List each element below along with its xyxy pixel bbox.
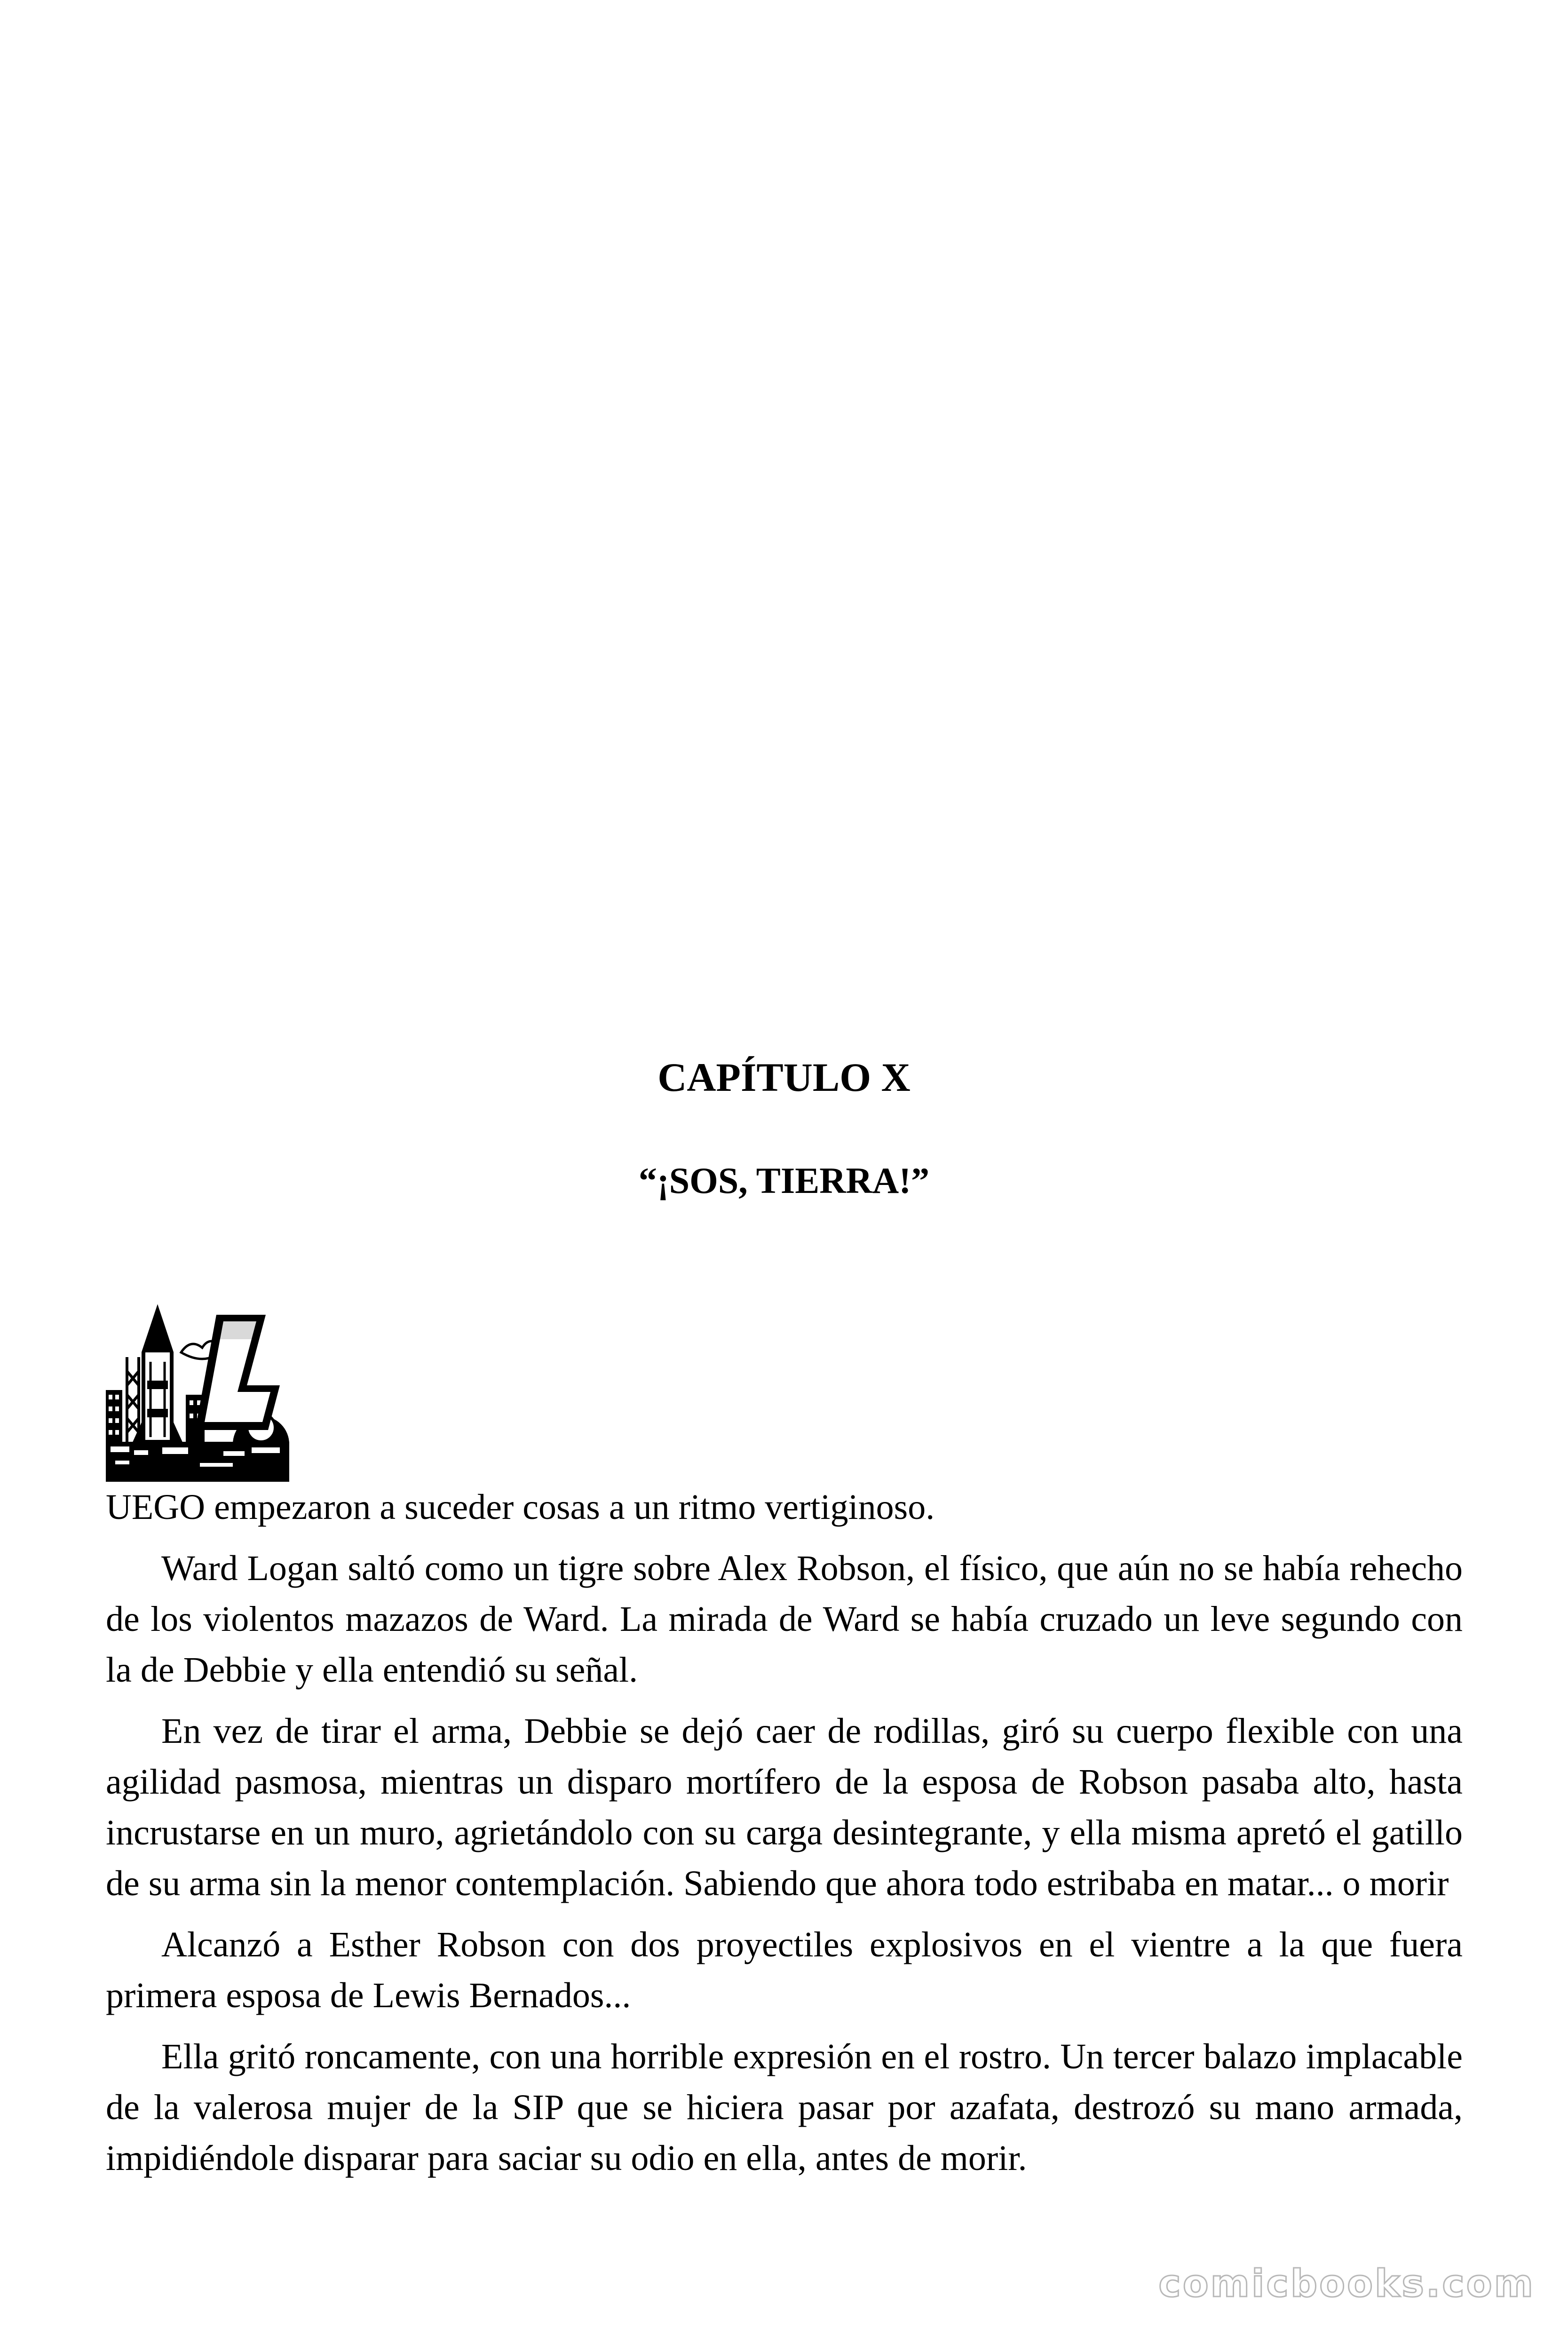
paragraph-1: UEGO empezaron a suceder cosas a un ritmo vertiginoso. [106,1487,935,1527]
paragraph-5: Ella gritó roncamente, con una horrible expresión en el rostro. Un tercer balazo implacable de la valerosa mujer de la SIP que se hiciera pasar por azafata, destrozó su mano armada, impidiéndole disparar para saciar su odio en ella, antes de morir. [106,2037,1463,2178]
chapter-body [106,1482,1463,2194]
chapter-subtitle: “¡SOS, TIERRA!” [638,1160,930,1201]
rocket-cityscape-drop-cap-icon [106,1301,289,1482]
chapter-title: CAPÍTULO X [657,1055,911,1100]
paragraph-4: Alcanzó a Esther Robson con dos proyectiles explosivos en el vientre a la que fuera primera esposa de Lewis Bernados... [106,1925,1463,2015]
paragraph-2: Ward Logan saltó como un tigre sobre Alex Robson, el físico, que aún no se había rehecho de los violentos mazazos de Ward. La mirada de Ward se había cruzado un leve segundo con la de Debbie y ella entendió su señal. [106,1549,1463,1690]
watermark: comicbooks.com [1158,2262,1535,2305]
paragraph-3: En vez de tirar el arma, Debbie se dejó caer de rodillas, giró su cuerpo flexible con una agilidad pasmosa, mientras un disparo mortífero de la esposa de Robson pasaba alto, hasta incrustarse en un muro, agrietándolo con su carga desintegrante, y ella misma apretó el gatillo de su arma sin la menor contemplación. Sabiendo que ahora todo estribaba en matar... o morir [106,1711,1463,1903]
